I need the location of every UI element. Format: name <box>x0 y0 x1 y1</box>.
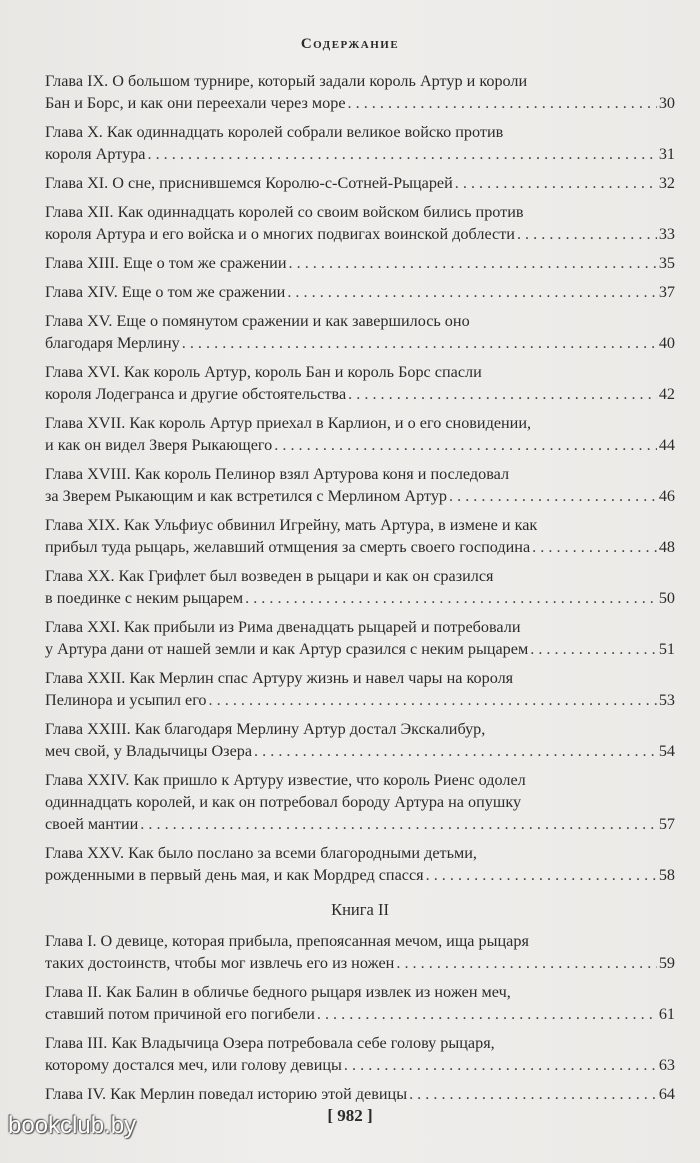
toc-page-number: 32 <box>658 174 675 192</box>
toc-page-number: 63 <box>658 1056 675 1074</box>
toc-entry-line: Глава X. Как одиннадцать королей собрали великое войско против <box>45 123 504 141</box>
toc-entry-text: рожденными в первый день мая, и как Мордред спасся <box>45 866 424 884</box>
toc-page-number: 54 <box>658 742 675 760</box>
toc-entry-line: Глава I. О девице, которая прибыла, препоясанная мечом, ища рыцаря <box>45 932 529 950</box>
toc-entry-line: Глава XVI. Как король Артур, король Бан и король Борс спасли <box>45 363 482 381</box>
toc-entry <box>45 616 675 660</box>
dot-leader <box>254 740 657 762</box>
dot-leader <box>530 638 657 660</box>
toc-page-number: 64 <box>658 1085 675 1103</box>
toc-entry-line: Глава XV. Еще о помянутом сражении и как завершилось оно <box>45 312 470 330</box>
toc-entry <box>45 930 675 974</box>
toc-entry <box>45 667 675 711</box>
dot-leader <box>517 223 657 245</box>
toc-entry-text: меч свой, у Владычицы Озера <box>45 742 253 760</box>
toc-entry-line: Глава XXV. Как было послано за всеми благородными детьми, <box>45 844 477 862</box>
dot-leader <box>455 172 657 194</box>
toc-entry <box>45 252 675 274</box>
toc-entry-text: Глава XIII. Еще о том же сражении <box>45 254 287 272</box>
toc-entry-line: Глава XXII. Как Мерлин спас Артуру жизнь и навел чары на короля <box>45 669 514 687</box>
toc-entry <box>45 514 675 558</box>
dot-leader <box>317 1003 657 1025</box>
toc-entry <box>45 201 675 245</box>
toc-book-2 <box>45 930 675 1105</box>
toc-entry-text: таких достоинств, чтобы мог извлечь его из ножен <box>45 954 395 972</box>
toc-entry-line: Глава XIX. Как Ульфиус обвинил Игрейну, мать Артура, в измене и как <box>45 516 538 534</box>
toc-entry <box>45 310 675 354</box>
toc-page-number: 30 <box>658 94 675 112</box>
toc-entry-text: короля Артура и его войска и о многих подвигах воинской доблести <box>45 225 515 243</box>
dot-leader <box>449 485 657 507</box>
toc-entry-line: Глава XVII. Как король Артур приехал в Карлион, и о его сновидении, <box>45 414 532 432</box>
toc-entry-last-line <box>45 1054 675 1076</box>
toc-entry-last-line <box>45 143 675 165</box>
dot-leader <box>209 689 657 711</box>
toc-entry-text: у Артура дани от нашей земли и как Артур сразился с неким рыцарем <box>45 640 529 658</box>
page-header: Содержание <box>300 36 400 52</box>
book-2-heading: Книга II <box>331 900 389 919</box>
toc-entry-text: прибыл туда рыцарь, желавший отмщения за смерть своего господина <box>45 538 531 556</box>
toc-entry-last-line <box>45 813 675 835</box>
toc-entry-text: Глава XI. О сне, приснившемся Королю-с-Сотней-Рыцарей <box>45 174 453 192</box>
toc-page-number: 44 <box>658 436 675 454</box>
page-number: [ 982 ] <box>327 1106 373 1125</box>
toc-entry-line: Глава XVIII. Как король Пелинор взял Артурова коня и последовал <box>45 465 510 483</box>
toc-entry <box>45 172 675 194</box>
dot-leader <box>532 536 657 558</box>
dot-leader <box>182 332 657 354</box>
toc-entry <box>45 361 675 405</box>
dot-leader <box>147 143 656 165</box>
toc-entry <box>45 842 675 886</box>
toc-entry-text: короля Артура <box>45 145 146 163</box>
toc-entry <box>45 565 675 609</box>
toc-entry-text: благодаря Мерлину <box>45 334 180 352</box>
toc-entry-text: и как он видел Зверя Рыкающего <box>45 436 273 454</box>
toc-entry-last-line <box>45 952 675 974</box>
toc-entry-last-line <box>45 92 675 114</box>
toc-entry-last-line <box>45 252 675 274</box>
dot-leader <box>409 1083 657 1105</box>
toc-entry-text: Бан и Борс, и как они переехали через море <box>45 94 346 112</box>
toc-page-number: 37 <box>658 283 675 301</box>
toc-entry-last-line <box>45 689 675 711</box>
toc-entry-last-line <box>45 638 675 660</box>
toc-entry <box>45 463 675 507</box>
dot-leader <box>245 587 657 609</box>
toc-entry-line: Глава IX. О большом турнире, который задали король Артур и короли <box>45 72 528 90</box>
toc-page-number: 61 <box>658 1005 675 1023</box>
toc-entry-line: Глава XX. Как Грифлет был возведен в рыцари и как он сразился <box>45 567 494 585</box>
toc-entry-last-line <box>45 281 675 303</box>
toc-entry <box>45 1032 675 1076</box>
toc-page-number: 50 <box>658 589 675 607</box>
toc-page-number: 35 <box>658 254 675 272</box>
toc-entry-last-line <box>45 383 675 405</box>
toc-entry-last-line <box>45 172 675 194</box>
toc-entry-line: Глава XXIV. Как пришло к Артуру известие, что король Риенс одолел <box>45 771 526 789</box>
toc-entry-last-line <box>45 1083 675 1105</box>
toc-entry <box>45 981 675 1025</box>
toc-page-number: 46 <box>658 487 675 505</box>
toc-entry-last-line <box>45 485 675 507</box>
toc-entry-text: своей мантии <box>45 815 139 833</box>
watermark-logo: bookclub.by <box>8 1112 137 1139</box>
toc-page-number: 42 <box>658 385 675 403</box>
toc-page-number: 59 <box>658 954 675 972</box>
toc-entry <box>45 281 675 303</box>
dot-leader <box>348 383 657 405</box>
toc-entry-line: Глава II. Как Балин в обличье бедного рыцаря извлек из ножен меч, <box>45 983 511 1001</box>
dot-leader <box>274 434 657 456</box>
dot-leader <box>140 813 657 835</box>
toc-entry-text: ставший потом причиной его погибели <box>45 1005 315 1023</box>
table-of-contents <box>45 70 675 1112</box>
toc-entry <box>45 1083 675 1105</box>
dot-leader <box>426 864 657 886</box>
toc-entry-line: Глава XII. Как одиннадцать королей со своим войском бились против <box>45 203 524 221</box>
toc-entry-text: Глава IV. Как Мерлин поведал историю этой девицы <box>45 1085 408 1103</box>
dot-leader <box>396 952 656 974</box>
toc-page-number: 51 <box>658 640 675 658</box>
toc-page-number: 31 <box>658 145 675 163</box>
toc-entry-line: Глава III. Как Владычица Озера потребовала себе голову рыцаря, <box>45 1034 495 1052</box>
toc-entry-last-line <box>45 740 675 762</box>
toc-page-number: 58 <box>658 866 675 884</box>
dot-leader <box>287 281 657 303</box>
dot-leader <box>344 1054 657 1076</box>
toc-entry-line: Глава XXIII. Как благодаря Мерлину Артур достал Экскалибур, <box>45 720 486 738</box>
toc-entry-text: короля Лодегранса и другие обстоятельства <box>45 385 347 403</box>
toc-page-number: 48 <box>658 538 675 556</box>
toc-entry-last-line <box>45 864 675 886</box>
toc-entry <box>45 718 675 762</box>
toc-page-number: 40 <box>658 334 675 352</box>
toc-entry-line: Глава XXI. Как прибыли из Рима двенадцать рыцарей и потребовали <box>45 618 521 636</box>
toc-entry <box>45 121 675 165</box>
toc-entry <box>45 412 675 456</box>
toc-page-number: 53 <box>658 691 675 709</box>
toc-entry-last-line <box>45 536 675 558</box>
toc-entry-text: Пелинора и усыпил его <box>45 691 207 709</box>
toc-entry-last-line <box>45 223 675 245</box>
toc-entry <box>45 70 675 114</box>
toc-entry-last-line <box>45 332 675 354</box>
dot-leader <box>348 92 657 114</box>
toc-entry-text: которому достался меч, или голову девицы <box>45 1056 342 1074</box>
toc-book-1 <box>45 70 675 886</box>
toc-page-number: 57 <box>658 815 675 833</box>
toc-entry-last-line <box>45 1003 675 1025</box>
toc-entry-text: Глава XIV. Еще о том же сражении <box>45 283 286 301</box>
toc-entry-text: в поединке с неким рыцарем <box>45 589 244 607</box>
toc-page-number: 33 <box>658 225 675 243</box>
toc-entry-last-line <box>45 434 675 456</box>
toc-entry <box>45 769 675 835</box>
dot-leader <box>289 252 657 274</box>
toc-entry-last-line <box>45 587 675 609</box>
toc-entry-line: одиннадцать королей, и как он потребовал бороду Артура на опушку <box>45 793 522 811</box>
toc-entry-text: за Зверем Рыкающим и как встретился с Мерлином Артур <box>45 487 448 505</box>
